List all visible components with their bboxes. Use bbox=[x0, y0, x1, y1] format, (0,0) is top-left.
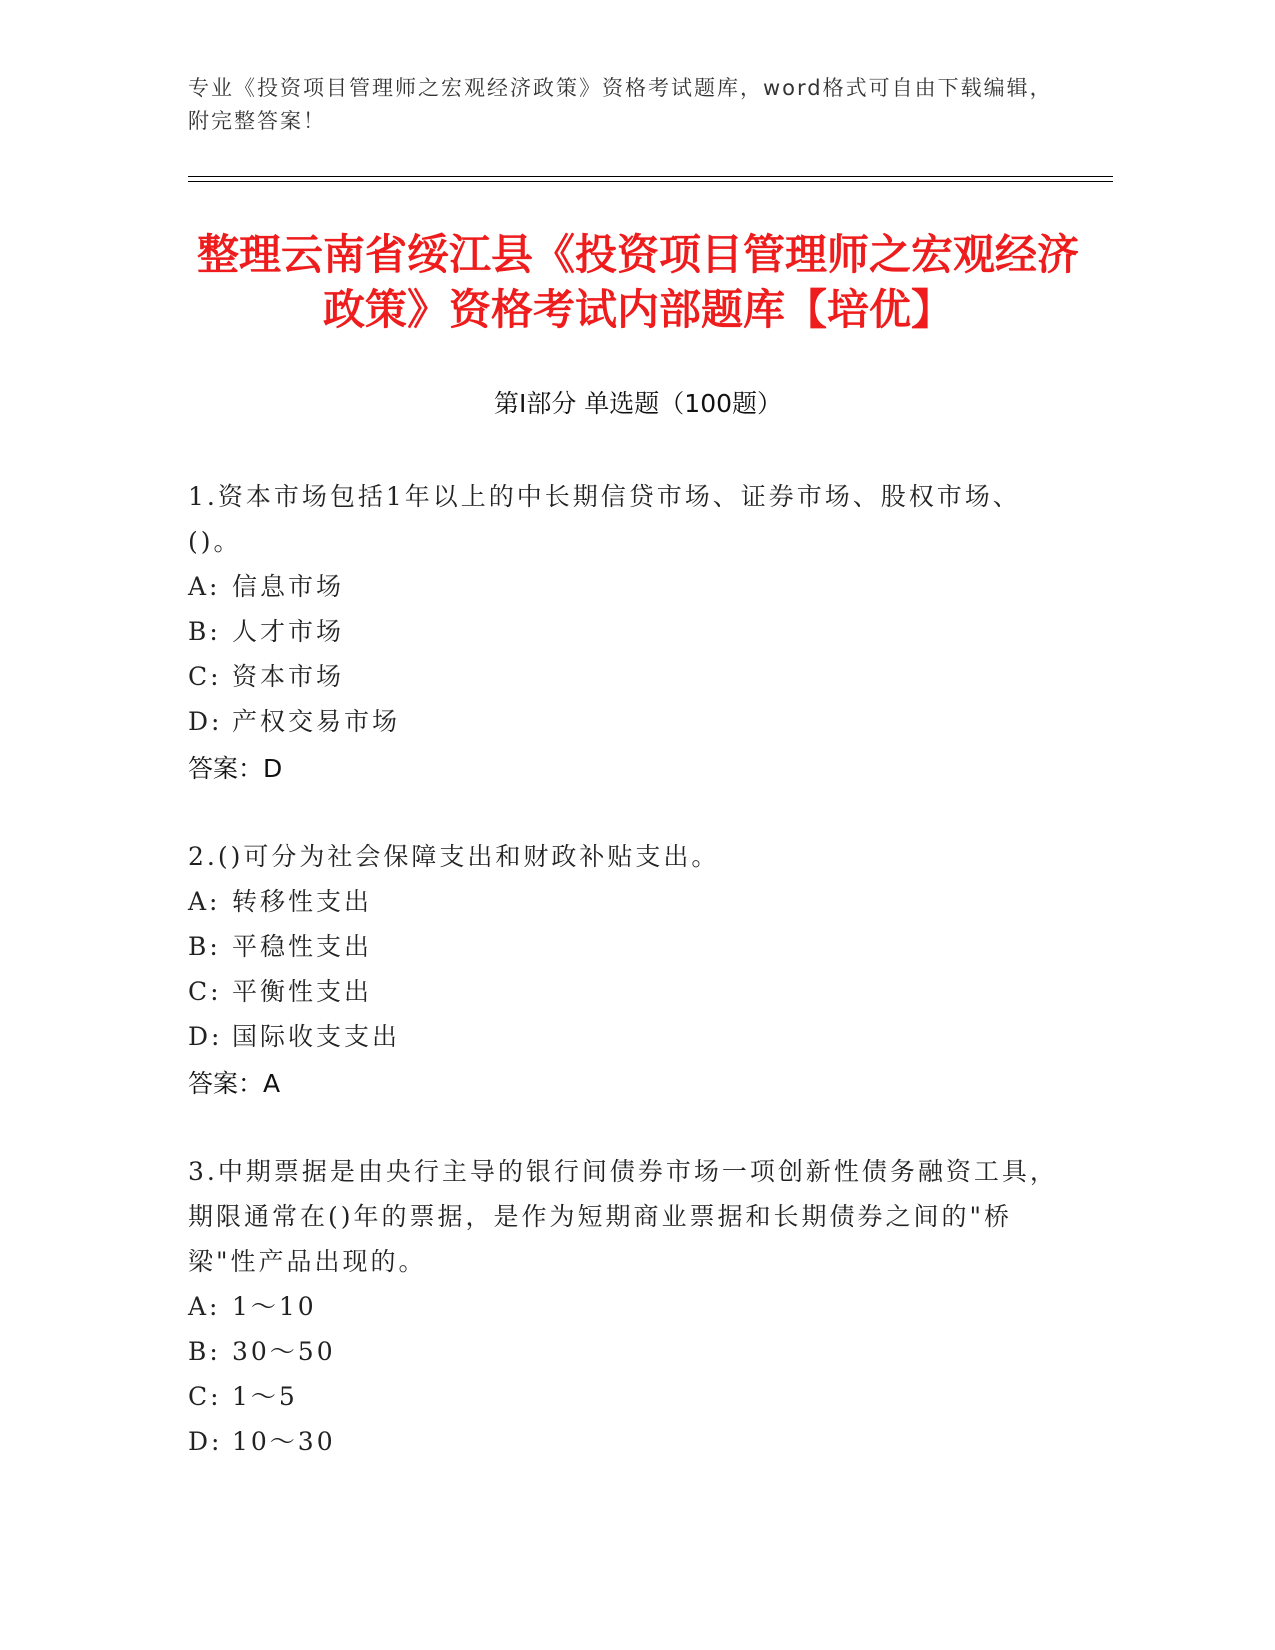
option-letter: C: bbox=[188, 977, 222, 1006]
header-rule-bottom bbox=[188, 181, 1113, 182]
option-b bbox=[188, 609, 1068, 654]
option-text: 10～30 bbox=[232, 1427, 336, 1456]
question-stem: 2.()可分为社会保障支出和财政补贴支出。 bbox=[188, 842, 720, 871]
option-c bbox=[188, 969, 1068, 1014]
option-text: 1～5 bbox=[232, 1382, 298, 1411]
header-rule-top bbox=[188, 176, 1113, 177]
option-letter: B: bbox=[188, 617, 221, 646]
question-stem: 3.中期票据是由央行主导的银行间债券市场一项创新性债务融资工具，期限通常在()年的票据，是作为短期商业票据和长期债券之间的"桥梁"性产品出现的。 bbox=[188, 1157, 1058, 1276]
option-d bbox=[188, 1419, 1068, 1464]
option-letter: D: bbox=[188, 707, 223, 736]
option-letter: A: bbox=[188, 1292, 221, 1321]
option-letter: B: bbox=[188, 1337, 221, 1366]
option-a bbox=[188, 564, 1068, 609]
option-text: 产权交易市场 bbox=[232, 707, 401, 736]
option-text: 平稳性支出 bbox=[232, 932, 373, 961]
option-letter: D: bbox=[188, 1022, 223, 1051]
option-a bbox=[188, 1284, 1068, 1329]
option-letter: D: bbox=[188, 1427, 223, 1456]
option-text: 国际收支支出 bbox=[232, 1022, 401, 1051]
option-letter: C: bbox=[188, 1382, 222, 1411]
option-text: 资本市场 bbox=[232, 662, 345, 691]
question-stem: 1.资本市场包括1年以上的中长期信贷市场、证券市场、股权市场、()。 bbox=[188, 482, 1021, 556]
option-d bbox=[188, 699, 1068, 744]
option-letter: A: bbox=[188, 887, 221, 916]
option-text: 30～50 bbox=[232, 1337, 336, 1366]
option-letter: B: bbox=[188, 932, 221, 961]
option-a bbox=[188, 879, 1068, 924]
answer-line: 答案：D bbox=[188, 754, 283, 783]
option-c bbox=[188, 654, 1068, 699]
option-text: 1～10 bbox=[232, 1292, 317, 1321]
header-note: 专业《投资项目管理师之宏观经济政策》资格考试题库，word格式可自由下载编辑，附完整答案！ bbox=[188, 76, 1053, 133]
answer-line: 答案：A bbox=[188, 1069, 281, 1098]
option-text: 人才市场 bbox=[232, 617, 345, 646]
option-letter: A: bbox=[188, 572, 221, 601]
question-1 bbox=[188, 474, 1068, 791]
document-title: 整理云南省绥江县《投资项目管理师之宏观经济政策》资格考试内部题库【培优】 bbox=[196, 230, 1079, 334]
option-text: 信息市场 bbox=[232, 572, 345, 601]
section-title: 第Ⅰ部分 单选题（100题） bbox=[493, 389, 783, 418]
option-b bbox=[188, 924, 1068, 969]
option-c bbox=[188, 1374, 1068, 1419]
question-3 bbox=[188, 1149, 1068, 1464]
option-text: 平衡性支出 bbox=[232, 977, 373, 1006]
question-2 bbox=[188, 834, 1068, 1106]
option-text: 转移性支出 bbox=[232, 887, 373, 916]
option-d bbox=[188, 1014, 1068, 1059]
option-letter: C: bbox=[188, 662, 222, 691]
option-b bbox=[188, 1329, 1068, 1374]
